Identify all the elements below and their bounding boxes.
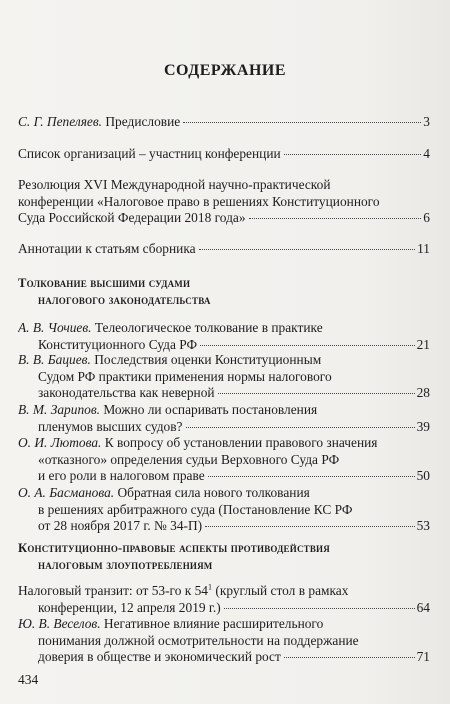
entry-page-number: 39 — [416, 418, 430, 434]
toc-entry-preface[interactable] — [18, 114, 430, 131]
page-title: СОДЕРЖАНИЕ — [163, 62, 287, 79]
entry-title-cont: доверия в обществе и экономический рост — [38, 649, 281, 664]
entry-title-cont: конференции «Налоговое право в решениях Конституционного — [18, 193, 380, 209]
footnote-marker: 1 — [208, 583, 213, 592]
leader-dots — [208, 475, 415, 477]
leader-dots — [186, 426, 415, 428]
entry-title: Последствия оценки Конституционным — [90, 352, 322, 367]
toc-entry-basmanova[interactable] — [18, 485, 430, 535]
entry-title-cont: пленумов высших судов? — [38, 418, 183, 434]
entry-page-number: 6 — [423, 210, 430, 225]
entry-page-number: 53 — [416, 518, 430, 533]
leader-dots — [249, 217, 422, 219]
entry-title: Предисловие — [102, 114, 181, 129]
leader-dots — [218, 392, 415, 394]
entry-title: Аннотации к статьям сборника — [18, 241, 196, 256]
entry-title: Налоговый транзит: от 53-го к 54 — [18, 583, 209, 598]
entry-page-number: 3 — [423, 114, 430, 129]
section-heading-abuse: Конституционно-правовые аспекты противодействия налоговым злоупотреблениям — [18, 541, 330, 572]
entry-title: К вопросу об установлении правового значения — [101, 435, 378, 450]
entry-title: Можно ли оспаривать постановления — [100, 402, 318, 417]
leader-dots — [205, 525, 414, 527]
entry-title-cont: и его роли в налоговом праве — [38, 468, 205, 483]
entry-author: А. В. Чочиев. — [18, 320, 92, 335]
entry-author: О. И. Лютова. — [18, 435, 102, 450]
entry-title-cont: Суда Российской Федерации 2018 года» — [18, 210, 246, 225]
toc-entry-batsiev[interactable] — [18, 352, 430, 402]
section-heading-interpretation: Толкование высшими судами налогового законодательства — [18, 276, 211, 307]
leader-dots — [183, 121, 421, 123]
entry-title-cont: законодательства как неверной — [38, 385, 215, 400]
leader-dots — [200, 344, 415, 346]
entry-title-cont: Судом РФ практики применения нормы налогового — [38, 368, 332, 384]
leader-dots — [224, 607, 415, 609]
entry-author: В. М. Зарипов. — [18, 402, 100, 417]
toc-entry-tax-transit[interactable] — [18, 583, 430, 616]
entry-page-number: 4 — [423, 146, 430, 161]
entry-title-cont: в решениях арбитражного суда (Постановление КС РФ — [38, 501, 353, 517]
entry-page-number: 11 — [417, 241, 430, 256]
entry-page-number: 71 — [416, 649, 430, 664]
toc-entry-veselov[interactable] — [18, 616, 430, 666]
entry-page-number: 50 — [416, 468, 430, 483]
entry-title: Резолюция XVI Международной научно-практической — [18, 177, 331, 192]
entry-title: Телеологическое толкование в практике — [91, 320, 323, 335]
entry-page-number: 64 — [416, 599, 430, 615]
entry-title-cont: конференции, 12 апреля 2019 г.) — [38, 599, 221, 615]
page-number: 434 — [18, 672, 39, 687]
entry-author: Ю. В. Веселов. — [18, 616, 101, 631]
toc-entry-resolution[interactable] — [18, 177, 430, 227]
leader-dots — [284, 656, 415, 658]
toc-entry-annotations[interactable] — [18, 241, 430, 258]
entry-title-cont: Конституционного Суда РФ — [38, 336, 198, 352]
entry-title-cont: от 28 ноября 2017 г. № 34-П) — [38, 518, 203, 533]
leader-dots — [284, 153, 422, 155]
entry-title: Список организаций – участниц конференции — [18, 146, 281, 161]
entry-page-number: 28 — [416, 385, 430, 400]
entry-title: Негативное влияние расширительного — [100, 616, 324, 631]
entry-page-number: 21 — [416, 336, 430, 352]
toc-entry-zaripov[interactable] — [18, 402, 430, 435]
toc-entry-lyutova[interactable] — [18, 435, 430, 485]
leader-dots — [199, 248, 416, 250]
entry-title-part: (круглый стол в рамках — [212, 583, 349, 598]
entry-author: В. В. Бациев. — [18, 352, 91, 367]
entry-title: Обратная сила нового толкования — [114, 485, 310, 500]
entry-title-cont: «отказного» определения судьи Верховного Суда РФ — [38, 451, 340, 467]
toc-entry-organizations[interactable] — [18, 146, 430, 163]
entry-author: О. А. Басманова. — [18, 485, 115, 500]
entry-title-cont: понимания должной осмотрительности на поддержание — [38, 632, 359, 648]
entry-author: С. Г. Пепеляев. — [18, 114, 103, 129]
toc-entry-chochiev[interactable] — [18, 320, 430, 353]
